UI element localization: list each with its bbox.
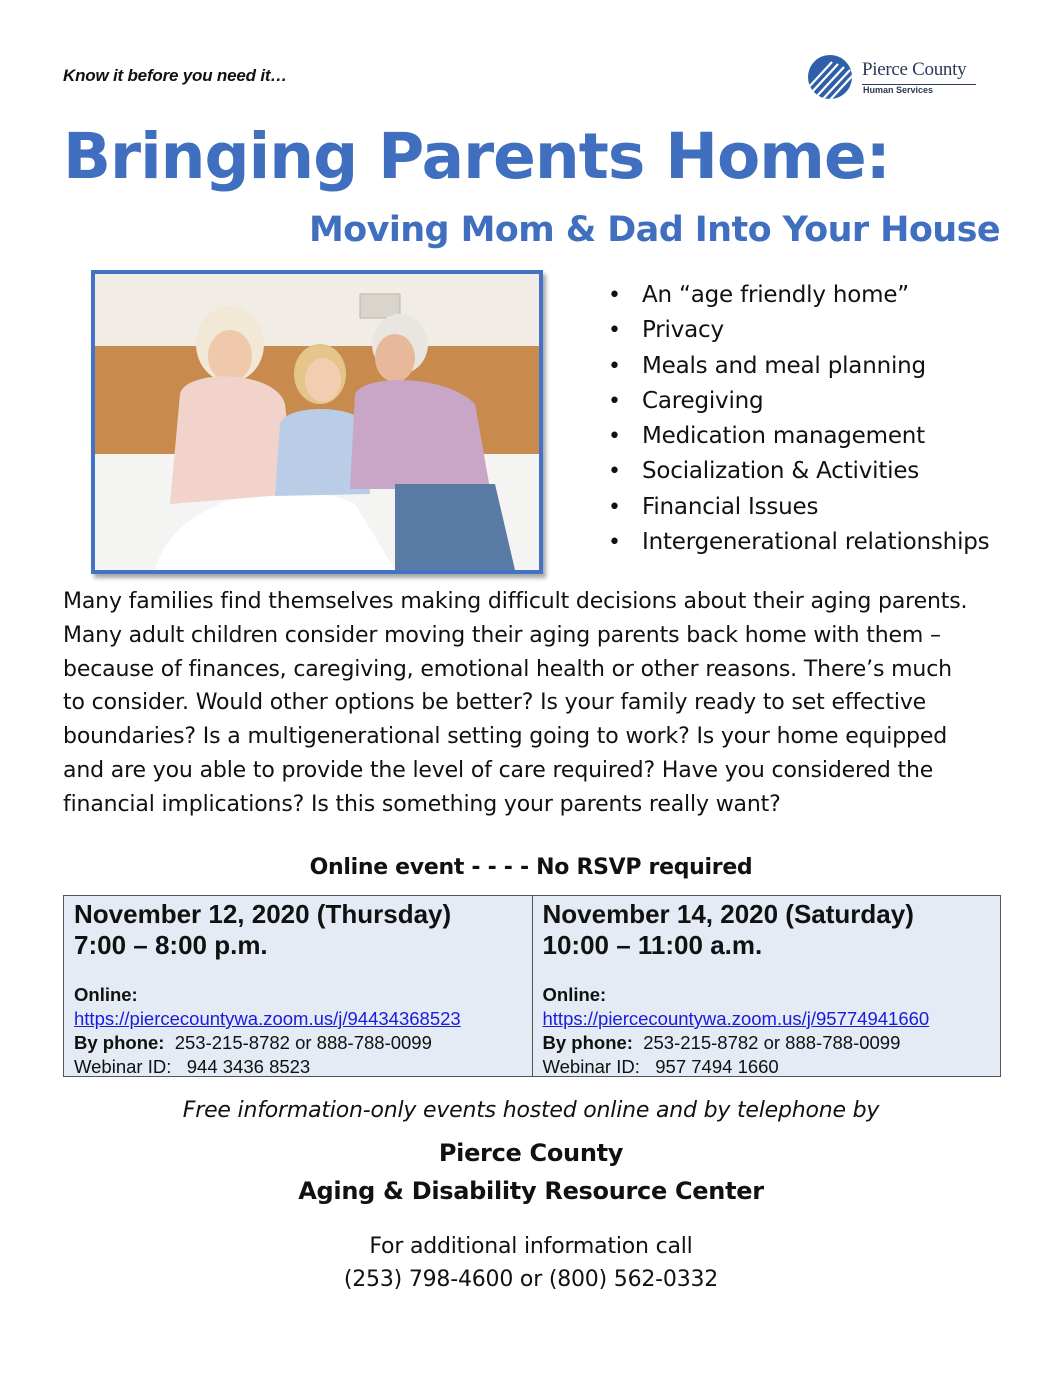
logo-name: Pierce County [862,59,967,80]
list-item: • Privacy [606,315,989,350]
list-item: • Medication management [606,421,989,456]
list-item: • Socialization & Activities [606,456,989,491]
event-cell-thursday [64,896,532,1076]
events-table [63,895,1001,1077]
body-line: financial implications? Is this something your parents really want? [63,791,781,817]
page-subtitle: Moving Mom & Dad Into Your House [308,210,1000,250]
online-event-heading: Online event - - - - No RSVP required [309,855,753,880]
phone-row [74,1031,522,1055]
page-title: Bringing Parents Home: [63,120,890,193]
body-line: to consider. Would other options be better? Is your family ready to set effective [63,690,927,716]
event-date: November 12, 2020 (Thursday) [74,899,452,929]
phone-label: By phone: [542,1032,633,1053]
org-center: Aging & Disability Resource Center [298,1177,764,1205]
webinar-row [543,1055,991,1079]
online-label: Online: [74,984,138,1005]
host-organization [0,1134,1062,1210]
online-label: Online: [542,984,607,1005]
list-item: • Caregiving [606,386,989,421]
phone-row [543,1031,991,1055]
topics-list [606,280,989,562]
webinar-label: Webinar ID: [74,1056,172,1077]
body-paragraph [63,585,1013,822]
webinar-row [74,1055,522,1079]
zoom-link[interactable]: https://piercecountywa.zoom.us/j/95774941660 [542,1008,930,1029]
event-date: November 14, 2020 (Saturday) [542,899,914,929]
zoom-link[interactable]: https://piercecountywa.zoom.us/j/94434368523 [74,1008,461,1029]
host-statement: Free information-only events hosted online and by telephone by [182,1098,880,1123]
contact-intro: For additional information call [369,1234,693,1259]
event-time: 7:00 – 8:00 p.m. [74,930,268,960]
list-item: • Intergenerational relationships [606,527,989,562]
list-item: • Meals and meal planning [606,351,989,386]
contact-phones: (253) 798-4600 or (800) 562-0332 [343,1267,719,1292]
body-line: boundaries? Is a multigenerational setting going to work? Is your home equipped [63,724,948,750]
phone-numbers: 253-215-8782 or 888-788-0099 [632,1032,901,1053]
tagline: Know it before you need it… [63,66,288,85]
event-time: 10:00 – 11:00 a.m. [542,930,763,960]
list-item: • An “age friendly home” [606,280,989,315]
body-line: and are you able to provide the level of care required? Have you considered the [63,757,934,783]
org-name: Pierce County [438,1139,624,1167]
webinar-id: 944 3436 8523 [171,1056,311,1077]
body-line: Many families find themselves making difficult decisions about their aging parents. [63,589,968,614]
family-photo-illustration [95,274,539,570]
logo-subtitle: Human Services [863,85,934,95]
phone-numbers: 253-215-8782 or 888-788-0099 [164,1032,432,1053]
list-item: • Financial Issues [606,492,989,527]
family-photo-image [91,270,543,574]
body-line: Many adult children consider moving their aging parents back home with them – [63,622,941,648]
event-cell-saturday [532,896,1001,1076]
phone-label: By phone: [74,1032,165,1053]
body-line: because of finances, caregiving, emotional health or other reasons. There’s much [63,656,952,682]
webinar-label: Webinar ID: [542,1056,640,1077]
contact-info [0,1230,1062,1296]
webinar-id: 957 7494 1660 [639,1056,779,1077]
